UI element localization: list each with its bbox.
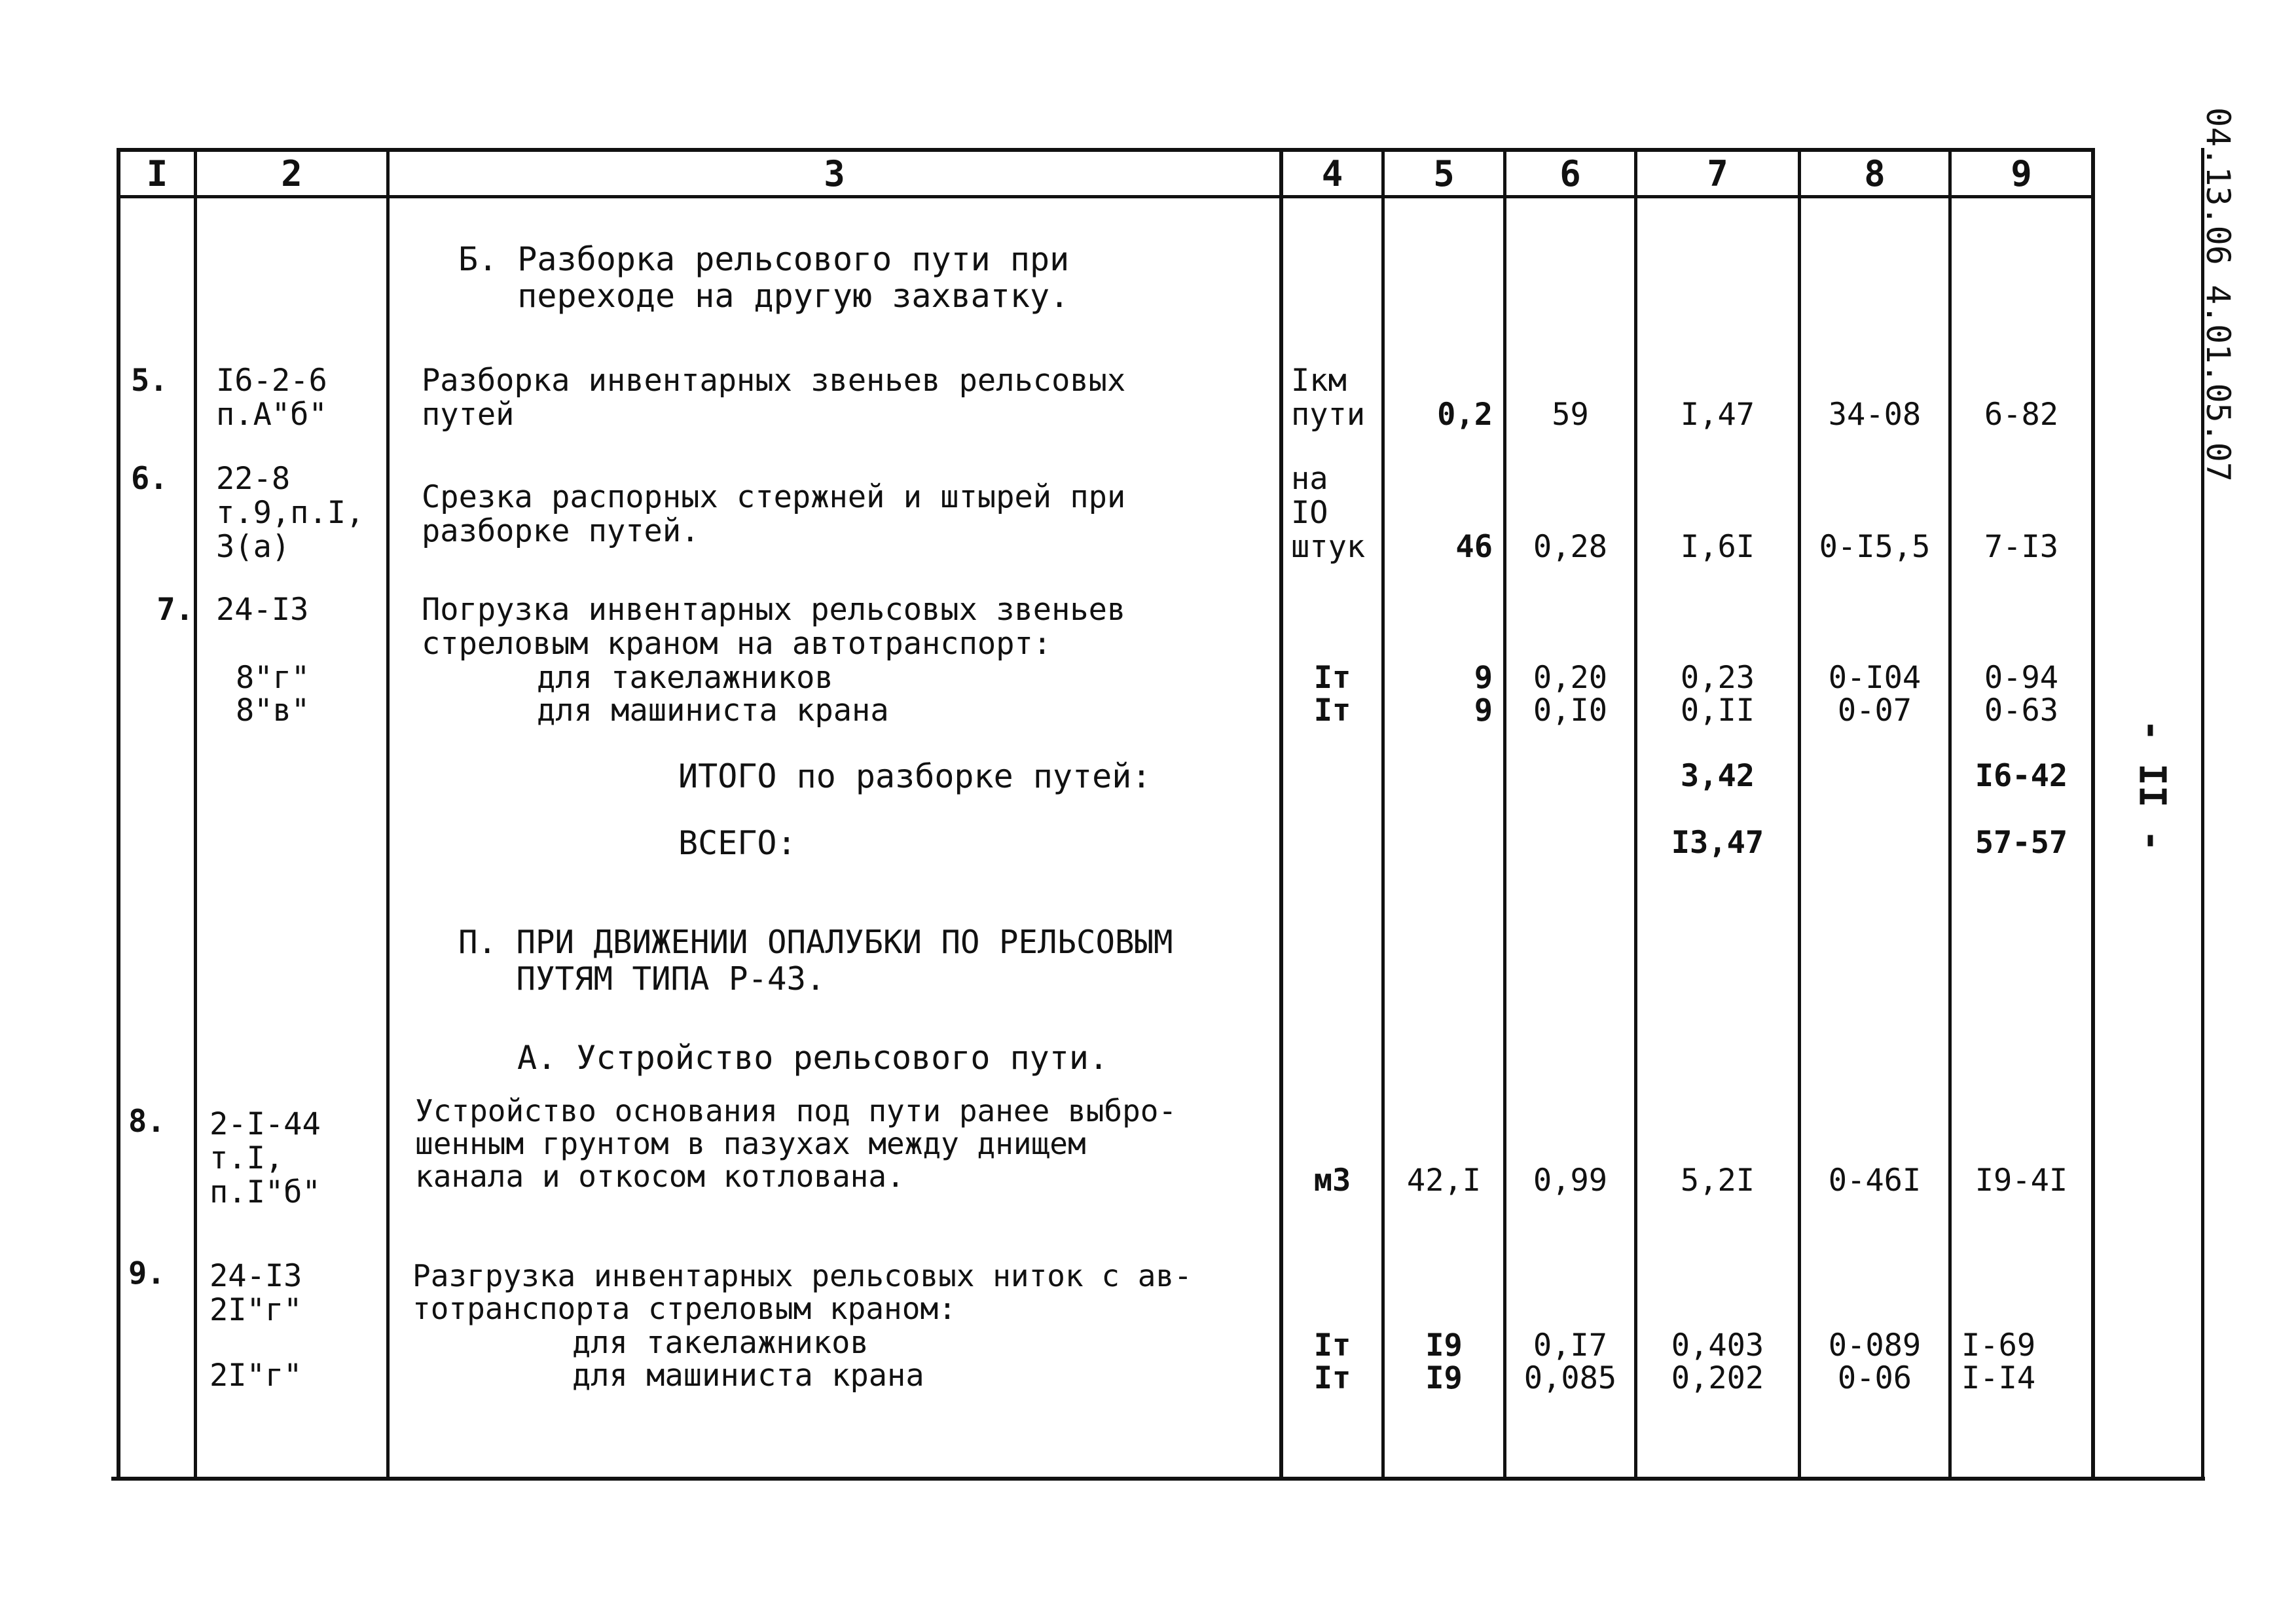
header-col-4: 4 [1321, 153, 1343, 194]
subrow-price: 0-07 [1837, 693, 1912, 729]
col-rule-1 [194, 148, 197, 1479]
document-code: 04.13.06 4.01.05.07 [2199, 107, 2237, 482]
header-col-6: 6 [1559, 153, 1581, 194]
row-norm: 0,28 [1533, 529, 1608, 565]
subrow-total: 0,II [1680, 693, 1755, 729]
col-rule-6 [1634, 148, 1637, 1479]
col-rule-7 [1798, 148, 1801, 1479]
col-rule-8 [1948, 148, 1952, 1479]
header-col-9: 9 [2011, 153, 2032, 194]
subrow-code: 8"в" [236, 693, 310, 729]
subtotal-cost: I6-42 [1975, 758, 2068, 794]
subrow-description: для машиниста крана [572, 1358, 924, 1394]
subrow-quantity: 9 [1474, 693, 1493, 729]
row-description: Устройство основания под пути ранее выбро- шенным грунтом в пазухах между днищем канала и откосом котлована. [415, 1093, 1177, 1194]
grand-total-total: I3,47 [1671, 825, 1764, 861]
section-a-title: А. Устройство рельсового пути. [517, 1039, 1109, 1077]
row-code: 22-8 т.9,п.I, 3(а) [216, 461, 365, 565]
col-rule-3 [1279, 148, 1283, 1479]
subrow-description: для такелажников [537, 660, 833, 696]
row-unit: Iкм пути [1291, 363, 1366, 433]
row-description: Разгрузка инвентарных рельсовых ниток с ав- тотранспорта стреловым краном: [412, 1258, 1192, 1326]
col-rule-4 [1381, 148, 1385, 1479]
row-number: 7. [156, 592, 194, 628]
row-description: Срезка распорных стержней и штырей при разборке путей. [422, 479, 1126, 549]
row-number: 5. [131, 363, 168, 399]
row-price: 0-I5,5 [1819, 529, 1931, 565]
row-total: I,47 [1680, 397, 1755, 433]
row-number: 9. [128, 1255, 166, 1291]
subrow-unit: Iт [1313, 660, 1351, 696]
subrow-norm: 0,20 [1533, 660, 1608, 696]
row-number: 6. [131, 461, 168, 497]
table-top-rule [117, 148, 2094, 152]
row-quantity: 42,I [1406, 1163, 1482, 1199]
header-col-5: 5 [1433, 153, 1455, 194]
row-cost: 7-I3 [1984, 529, 2059, 565]
section-ii-title: П. ПРИ ДВИЖЕНИИ ОПАЛУБКИ ПО РЕЛЬСОВЫМ ПУТЯМ ТИПА Р-43. [458, 924, 1173, 998]
row-unit: на IO штук [1291, 461, 1366, 565]
subrow-quantity: I9 [1425, 1327, 1463, 1363]
subrow-total: 0,202 [1671, 1360, 1764, 1396]
grand-total-cost: 57-57 [1975, 825, 2068, 861]
table-bottom-rule [111, 1477, 2205, 1481]
col-rule-2 [386, 148, 390, 1479]
row-code: 24-I3 [216, 592, 309, 628]
subrow-unit: Iт [1313, 1360, 1351, 1396]
document-code-stamp [2199, 107, 2237, 482]
row-quantity: 46 [1455, 529, 1493, 565]
subtotal-label: ИТОГО по разборке путей: [678, 757, 1152, 795]
header-col-1: I [146, 153, 168, 194]
subrow-price: 0-089 [1828, 1327, 1922, 1363]
row-unit: м3 [1313, 1163, 1351, 1199]
subrow-description: для такелажников [572, 1325, 869, 1361]
subrow-total: 0,403 [1671, 1327, 1764, 1363]
subrow-cost: I-I4 [1961, 1360, 2036, 1396]
subrow-norm: 0,085 [1523, 1360, 1617, 1396]
row-norm: 0,99 [1533, 1163, 1608, 1199]
col-rule-0 [117, 148, 120, 1479]
subrow-cost: 0-94 [1984, 660, 2059, 696]
subrow-unit: Iт [1313, 693, 1351, 729]
row-code: I6-2-6 п.А"б" [216, 363, 327, 433]
subrow-quantity: I9 [1425, 1360, 1463, 1396]
col-rule-5 [1503, 148, 1506, 1479]
subrow-unit: Iт [1313, 1327, 1351, 1363]
row-price: 0-46I [1828, 1163, 1922, 1199]
subtotal-total: 3,42 [1680, 758, 1755, 794]
section-b-title: Б. Разборка рельсового пути при переходе на другую захватку. [458, 240, 1070, 315]
header-col-3: 3 [824, 153, 845, 194]
row-description: Погрузка инвентарных рельсовых звеньев стреловым краном на автотранспорт: [422, 592, 1126, 662]
page-number: - II - [2130, 719, 2174, 852]
header-col-7: 7 [1707, 153, 1728, 194]
row-total: 5,2I [1680, 1163, 1755, 1199]
subrow-description: для машиниста крана [537, 693, 889, 729]
header-col-2: 2 [281, 153, 302, 194]
row-number: 8. [128, 1104, 166, 1140]
grand-total-label: ВСЕГО: [678, 824, 797, 862]
subrow-price: 0-I04 [1828, 660, 1922, 696]
row-code: 24-I3 2I"г" [210, 1258, 302, 1328]
subrow-total: 0,23 [1680, 660, 1755, 696]
subrow-cost: I-69 [1961, 1327, 2036, 1363]
row-code: 2-I-44 т.I, п.I"б" [210, 1106, 321, 1210]
page-number-stamp [2129, 720, 2175, 851]
row-quantity: 0,2 [1437, 397, 1493, 433]
subrow-cost: 0-63 [1984, 693, 2059, 729]
row-cost: I9-4I [1975, 1163, 2068, 1199]
row-price: 34-08 [1828, 397, 1922, 433]
subrow-code: 8"г" [236, 660, 310, 696]
subrow-norm: 0,I0 [1533, 693, 1608, 729]
subrow-price: 0-06 [1837, 1360, 1912, 1396]
header-col-8: 8 [1864, 153, 1886, 194]
row-description: Разборка инвентарных звеньев рельсовых путей [422, 363, 1126, 433]
row-norm: 59 [1552, 397, 1589, 433]
col-rule-9 [2091, 148, 2095, 1479]
subrow-norm: 0,I7 [1533, 1327, 1608, 1363]
row-cost: 6-82 [1984, 397, 2059, 433]
subrow-code: 2I"г" [210, 1358, 302, 1394]
row-total: I,6I [1680, 529, 1755, 565]
subrow-quantity: 9 [1474, 660, 1493, 696]
header-bottom-rule [117, 195, 2094, 198]
